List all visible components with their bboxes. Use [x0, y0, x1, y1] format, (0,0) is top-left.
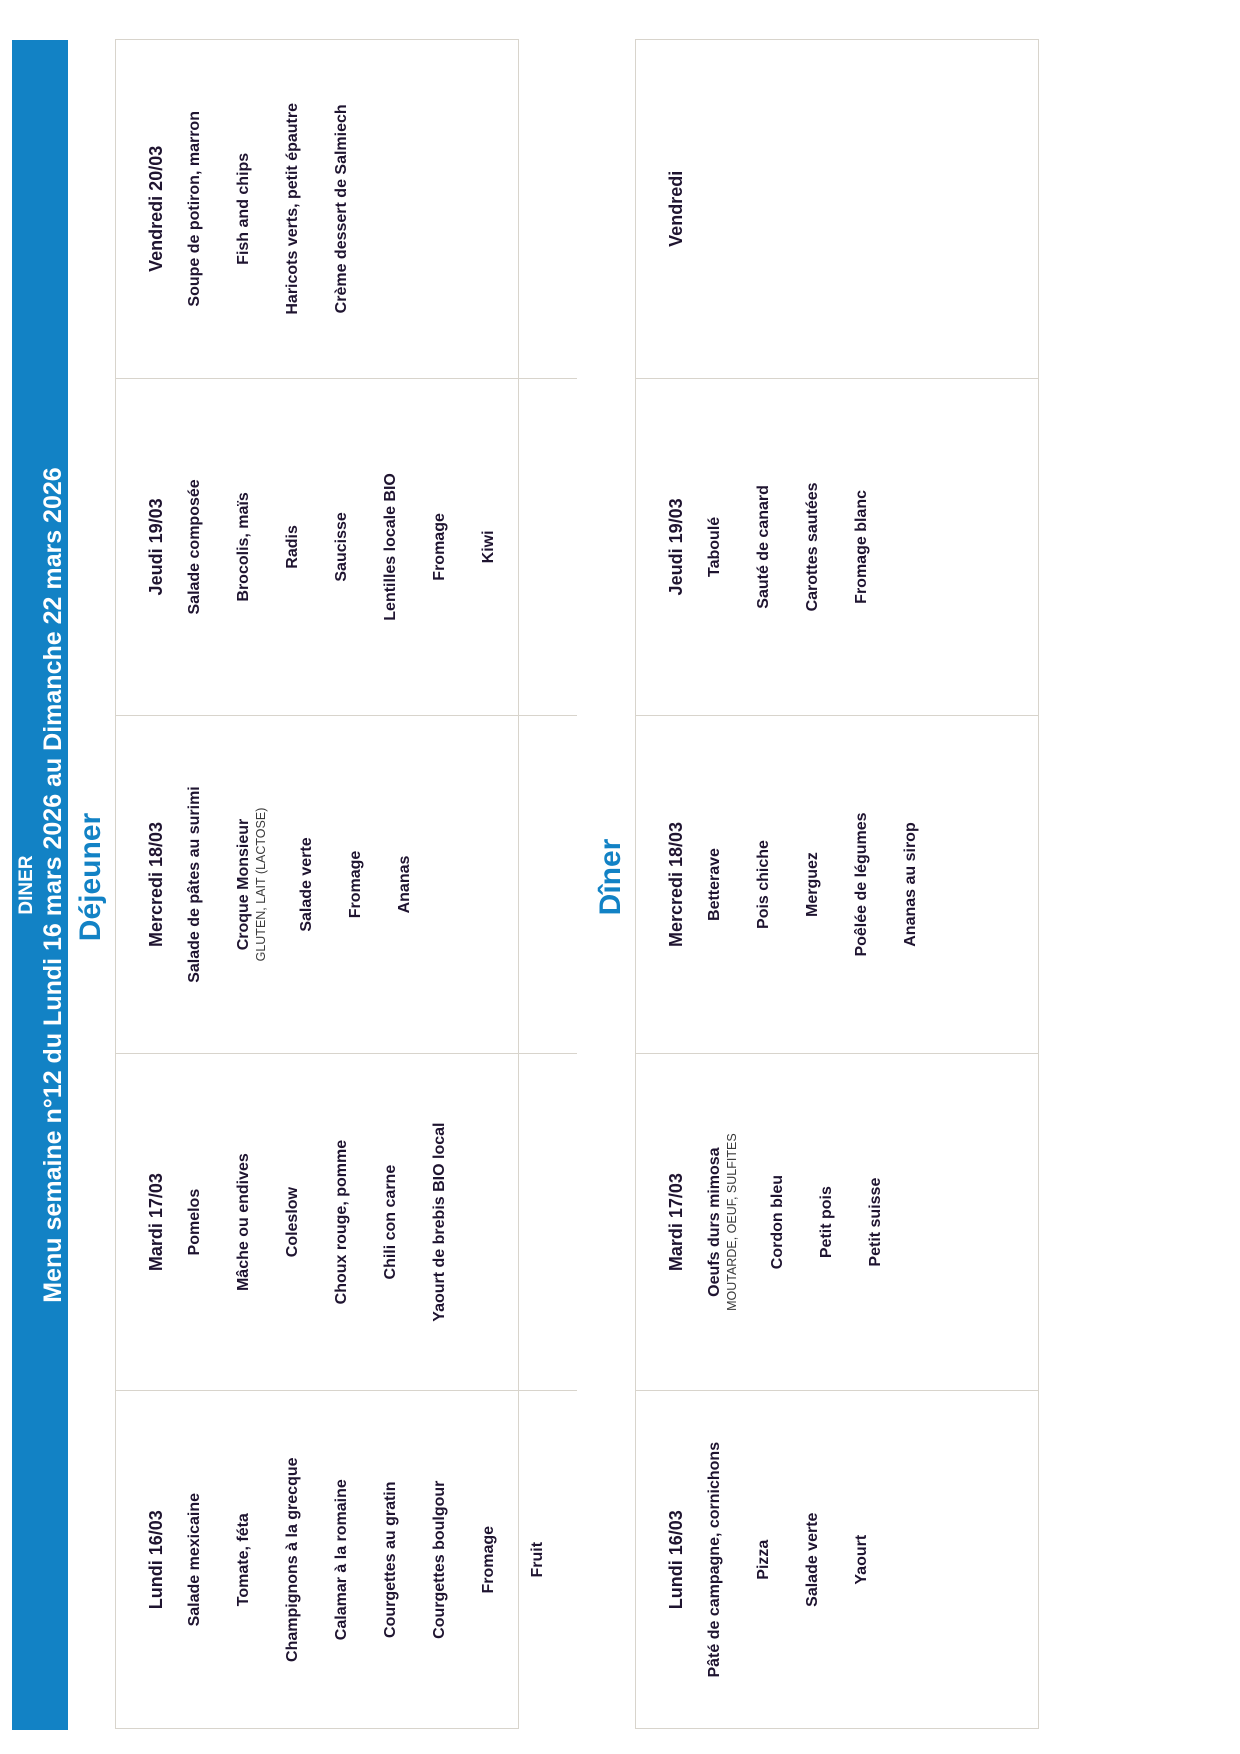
menu-item [803, 1513, 823, 1607]
menu-item [817, 1186, 837, 1258]
menu-item-name: Ananas au sirop [902, 822, 919, 947]
menu-item-list [185, 1391, 577, 1728]
day-column [116, 378, 577, 716]
menu-item-name: Chili con carne [382, 1164, 399, 1280]
menu-item-name: Haricots verts, petit épautre [284, 103, 301, 315]
menu-item [283, 525, 303, 569]
menu-item [332, 104, 352, 313]
menu-item [283, 103, 303, 315]
dinner-section-title: Dîner [594, 838, 627, 916]
menu-item [381, 1165, 401, 1280]
menu-item-list [705, 716, 950, 1053]
menu-item-name: Mâche ou endives [235, 1153, 252, 1292]
menu-item [332, 512, 352, 581]
menu-item-list [705, 379, 901, 716]
day-column [116, 715, 577, 1053]
menu-item [332, 1479, 352, 1640]
menu-item-name: Tomate, féta [235, 1513, 252, 1607]
menu-item [866, 1178, 886, 1267]
menu-item-name: Yaourt de brebis BIO local [431, 1122, 448, 1322]
menu-item-list [705, 1054, 915, 1391]
allergen-note: GLUTEN, LAIT (LACTOSE) [254, 807, 268, 962]
menu-item [381, 1481, 401, 1637]
menu-item-list [185, 379, 528, 716]
menu-item [803, 852, 823, 917]
menu-item-name: Yaourt [853, 1534, 870, 1585]
menu-item-name: Salade verte [298, 837, 315, 932]
menu-item [234, 492, 254, 601]
menu-item-name: Carottes sautées [804, 482, 821, 612]
menu-item [185, 479, 205, 614]
menu-item-name: Pizza [755, 1539, 772, 1580]
menu-item-list [185, 1054, 479, 1391]
menu-item-name: Poêlée de légumes [853, 812, 870, 957]
menu-item-name: Soupe de potiron, marron [186, 111, 203, 307]
menu-item [430, 513, 450, 581]
day-heading: Mardi 17/03 [666, 1173, 686, 1272]
day-column [636, 378, 1038, 716]
menu-item [479, 1526, 499, 1594]
menu-item [479, 530, 499, 563]
menu-item-name: Pomelos [186, 1188, 203, 1256]
day-column [636, 40, 1038, 378]
day-heading: Mercredi 18/03 [146, 821, 166, 948]
menu-item-name: Sauté de canard [755, 485, 772, 609]
allergen-note: MOUTARDE, OEUF, SULFITES [725, 1133, 739, 1311]
menu-item-name: Salade verte [804, 1512, 821, 1607]
menu-item-name: Salade mexicaine [186, 1493, 203, 1627]
day-heading: Mercredi 18/03 [666, 821, 686, 948]
menu-item [430, 1123, 450, 1322]
menu-item [803, 482, 823, 611]
menu-item-name: Fromage [431, 513, 448, 581]
menu-item [852, 490, 872, 604]
menu-item [901, 822, 921, 946]
day-column [116, 40, 577, 378]
menu-item [283, 1187, 303, 1257]
menu-item-name: Fish and chips [235, 152, 252, 265]
menu-item [185, 111, 205, 307]
menu-item [346, 851, 366, 919]
menu-item [852, 812, 872, 956]
menu-item-list [185, 716, 444, 1053]
menu-item-name: Petit pois [818, 1186, 835, 1259]
menu-item [768, 1175, 788, 1269]
menu-item [283, 1457, 303, 1661]
day-column [636, 1390, 1038, 1728]
menu-item-name: Brocolis, maïs [235, 492, 252, 602]
menu-item [234, 1153, 254, 1291]
menu-item-name: Pâté de campagne, cornichons [706, 1441, 723, 1678]
menu-item-name: Crème dessert de Salmiech [333, 104, 350, 314]
day-column [636, 1053, 1038, 1391]
menu-item [332, 1140, 352, 1304]
menu-item-name: Courgettes boulgour [431, 1480, 448, 1639]
menu-item [395, 856, 415, 914]
menu-item-name: Salade de pâtes au surimi [186, 786, 203, 983]
day-heading: Mardi 17/03 [146, 1173, 166, 1272]
menu-item-name: Kiwi [480, 530, 497, 564]
menu-item-name: Fromage [347, 850, 364, 919]
day-column [636, 715, 1038, 1053]
menu-item-name: Ananas [396, 855, 413, 914]
dinner-grid [635, 39, 1039, 1729]
menu-item-name: Fruit [529, 1541, 546, 1578]
menu-item-name: Salade composée [186, 479, 203, 615]
menu-item [705, 848, 725, 921]
day-heading: Vendredi [666, 170, 686, 247]
menu-item [852, 1535, 872, 1585]
day-heading: Jeudi 19/03 [146, 498, 166, 596]
lunch-grid [115, 39, 546, 1729]
menu-item [754, 840, 774, 929]
menu-item [528, 1542, 548, 1578]
menu-item [705, 1442, 725, 1678]
menu-item-name: Betterave [706, 848, 723, 921]
menu-item [381, 473, 401, 621]
menu-item-name: Champignons à la grecque [284, 1457, 301, 1662]
menu-item-name: Croque Monsieur [235, 818, 252, 951]
menu-item [234, 1513, 254, 1606]
header-subtitle: Menu semaine n°12 du Lundi 16 mars 2026 au Dimanche 22 mars 2026 [39, 467, 67, 1303]
menu-item [705, 1133, 739, 1311]
menu-item-name: Courgettes au gratin [382, 1481, 399, 1638]
menu-item [185, 1493, 205, 1626]
day-heading: Lundi 16/03 [146, 1510, 166, 1610]
header-title: DINER [16, 855, 37, 915]
header-banner [12, 40, 68, 1730]
menu-item-name: Oeufs durs mimosa [706, 1147, 723, 1297]
menu-item-name: Cordon bleu [769, 1175, 786, 1270]
menu-item-name: Saucisse [333, 512, 350, 582]
menu-item [430, 1481, 450, 1639]
menu-item [185, 786, 205, 983]
menu-item [297, 837, 317, 931]
day-heading: Jeudi 19/03 [666, 498, 686, 596]
menu-item-name: Radis [284, 525, 301, 569]
menu-item [234, 808, 268, 962]
menu-item [754, 1540, 774, 1580]
menu-item-name: Lentilles locale BIO [382, 473, 399, 621]
day-heading: Vendredi 20/03 [146, 145, 166, 272]
menu-item-name: Merguez [804, 852, 821, 917]
menu-item-name: Fromage [480, 1525, 497, 1594]
menu-item-name: Taboulé [706, 516, 723, 577]
menu-item [185, 1189, 205, 1256]
menu-item-name: Pois chiche [755, 840, 772, 929]
menu-item [234, 153, 254, 265]
menu-item-name: Fromage blanc [853, 490, 870, 604]
day-column [116, 1390, 577, 1728]
menu-item [754, 485, 774, 609]
menu-item-name: Coleslow [284, 1187, 301, 1258]
menu-item [705, 517, 725, 577]
lunch-section-title: Déjeuner [74, 812, 107, 942]
menu-item-name: Petit suisse [867, 1177, 884, 1267]
menu-item-name: Calamar à la romaine [333, 1479, 350, 1641]
day-column [116, 1053, 577, 1391]
menu-item-list [185, 40, 381, 378]
menu-item-name: Choux rouge, pomme [333, 1139, 350, 1305]
day-heading: Lundi 16/03 [666, 1510, 686, 1610]
menu-item-list [705, 1391, 901, 1728]
